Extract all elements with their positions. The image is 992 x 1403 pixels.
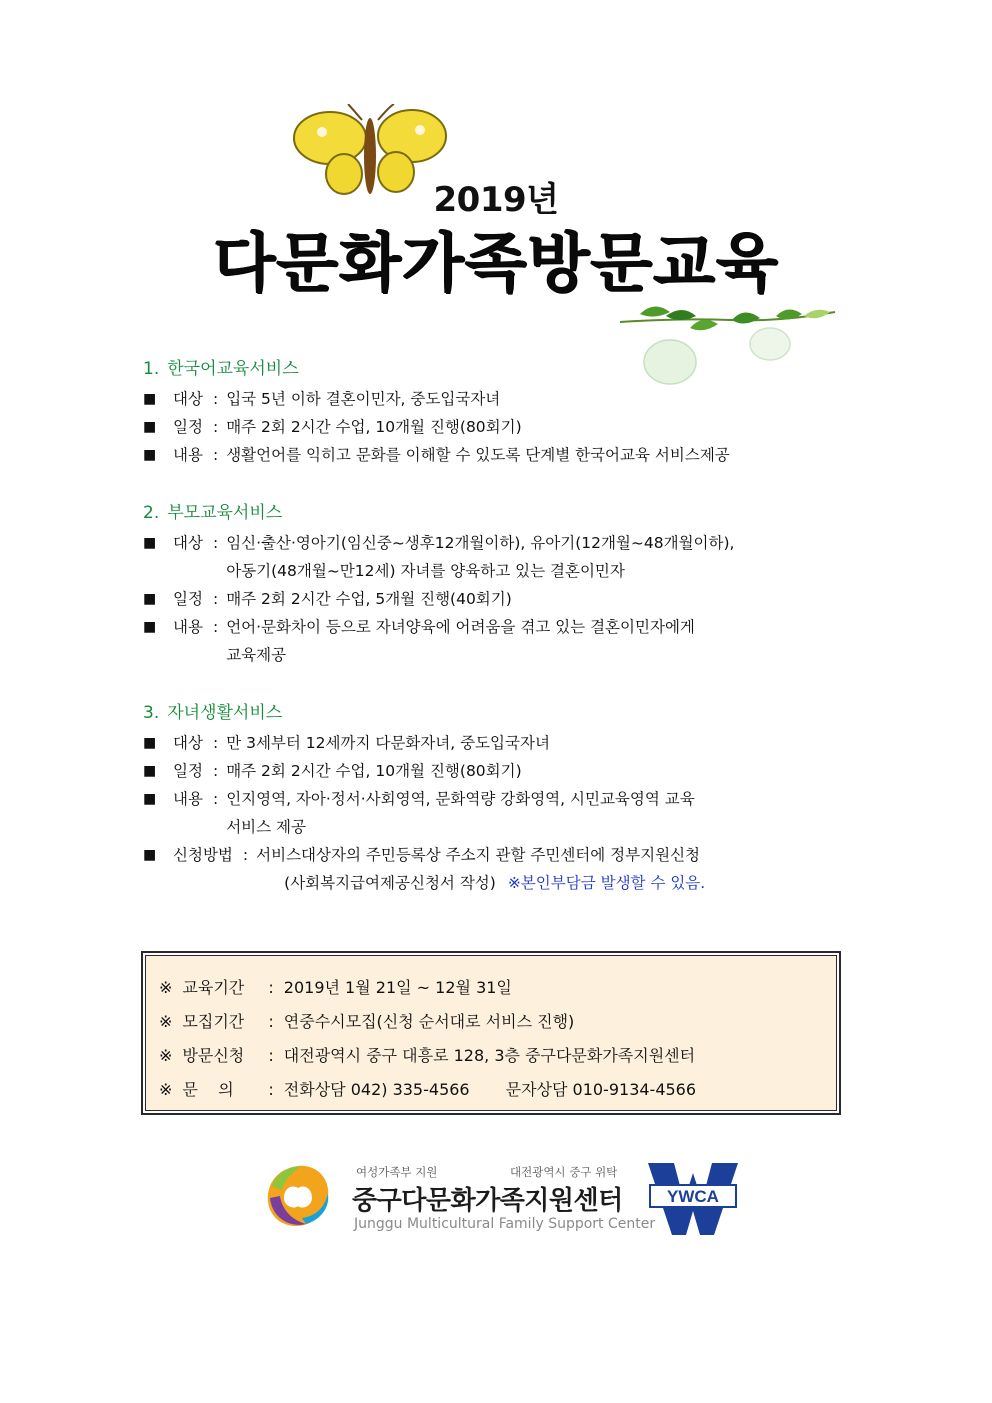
section-title: 부모교육서비스 [167,503,283,523]
page-title: 다문화가족방문교육 [213,227,779,301]
row-label: 일정 [173,590,203,608]
info-row-content: ■ 내용 : 인지영역, 자아·정서·사회영역, 문화역량 강화영역, 시민교육영역 교육 서비스 제공 [143,785,863,841]
sponsor-right: 대전광역시 중구 위탁 [510,1165,618,1179]
reference-mark-icon: ※ [159,1012,173,1031]
section-number: 2. [143,503,160,523]
row-value: 만 3세부터 12세까지 다문화자녀, 중도입국자녀 [226,734,550,752]
summary-label: 모집기간 [182,1012,245,1031]
square-bullet-icon: ■ [143,591,157,607]
section-title: 자녀생활서비스 [167,703,283,723]
info-row-schedule: ■ 일정 : 매주 2회 2시간 수업, 5개월 진행(40회기) [143,585,863,613]
row-value-line: 아동기(48개월~만12세) 자녀를 양육하고 있는 결혼이민자 [226,562,625,580]
info-row-target: ■ 대상 : 입국 5년 이하 결혼이민자, 중도입국자녀 [143,385,863,413]
summary-row-recruit: ※ 모집기간 : 연중수시모집(신청 순서대로 서비스 진행) [159,1005,823,1039]
row-value: 매주 2회 2시간 수업, 10개월 진행(80회기) [226,762,522,780]
info-row-content: ■ 내용 : 생활언어를 익히고 문화를 이해할 수 있도록 단계별 한국어교육 서비스제공 [143,441,863,469]
row-value: 입국 5년 이하 결혼이민자, 중도입국자녀 [226,390,501,408]
summary-row-contact: ※ 문 의 : 전화상담 042) 335-4566 문자상담 010-9134-4566 [159,1073,823,1107]
row-label: 대상 [173,534,203,552]
summary-value: 대전광역시 중구 대흥로 128, 3층 중구다문화가족지원센터 [283,1046,696,1065]
ywca-text: YWCA [667,1187,719,1206]
section-parent-education [143,499,863,669]
info-row-content: ■ 내용 : 언어·문화차이 등으로 자녀양육에 어려움을 겪고 있는 결혼이민자에게 교육제공 [143,613,863,669]
info-row-schedule: ■ 일정 : 매주 2회 2시간 수업, 10개월 진행(80회기) [143,413,863,441]
row-value-line: 서비스 제공 [226,818,306,836]
ywca-logo-icon [648,1163,738,1235]
square-bullet-icon: ■ [143,391,157,407]
row-label: 내용 [173,790,203,808]
square-bullet-icon: ■ [143,791,157,807]
section-number: 3. [143,703,160,723]
section-number: 1. [143,359,160,379]
section-heading [143,355,863,383]
summary-row-apply: ※ 방문신청 : 대전광역시 중구 대흥로 128, 3층 중구다문화가족지원센터 [159,1039,823,1073]
section-korean-education [143,355,863,469]
row-label: 대상 [173,390,203,408]
reference-mark-icon: ※ [159,1046,173,1065]
section-child-life [143,699,863,897]
square-bullet-icon: ■ [143,619,157,635]
row-value [226,785,863,841]
reference-mark-icon: ※ [159,978,173,997]
section-title: 한국어교육서비스 [167,359,299,379]
row-value [256,841,863,897]
row-value-line: 서비스대상자의 주민등록상 주소지 관할 주민센터에 정부지원신청 [256,846,701,864]
row-value: 매주 2회 2시간 수업, 5개월 진행(40회기) [226,590,512,608]
summary-value: 2019년 1월 21일 ~ 12월 31일 [283,978,512,997]
row-value: 매주 2회 2시간 수업, 10개월 진행(80회기) [226,418,522,436]
row-value [226,529,863,585]
row-value: 생활언어를 익히고 문화를 이해할 수 있도록 단계별 한국어교육 서비스제공 [226,446,730,464]
summary-box [141,951,841,1115]
row-value-line: 임신·출산·영아기(임신중~생후12개월이하), 유아기(12개월~48개월이하), [226,534,735,552]
summary-label: 문 의 [182,1080,234,1099]
row-label: 내용 [173,446,203,464]
center-name-en: Junggu Multicultural Family Support Center [354,1216,656,1232]
info-row-application: ■ 신청방법 : 서비스대상자의 주민등록상 주소지 관할 주민센터에 정부지원신청 (사회복지급여제공신청서 작성) ※본인부담금 발생할 수 있음. [143,841,863,897]
row-label: 대상 [173,734,203,752]
row-value-line: 언어·문화차이 등으로 자녀양육에 어려움을 겪고 있는 결혼이민자에게 [226,618,695,636]
section-heading [143,499,863,527]
year-title: 2019년 [433,180,559,220]
square-bullet-icon: ■ [143,535,157,551]
row-label: 신청방법 [173,846,233,864]
info-row-target: ■ 대상 : 임신·출산·영아기(임신중~생후12개월이하), 유아기(12개월~48개월이하), 아동기(48개월~만12세) 자녀를 양육하고 있는 결혼이민자 [143,529,863,585]
info-row-schedule: ■ 일정 : 매주 2회 2시간 수업, 10개월 진행(80회기) [143,757,863,785]
center-name: 중구다문화가족지원센터 [352,1186,623,1216]
square-bullet-icon: ■ [143,419,157,435]
row-value-line: 인지영역, 자아·정서·사회영역, 문화역량 강화영역, 시민교육영역 교육 [226,790,695,808]
row-label: 일정 [173,762,203,780]
square-bullet-icon: ■ [143,847,157,863]
row-value-line: (사회복지급여제공신청서 작성) [284,874,496,892]
sponsor-left: 여성가족부 지원 [356,1165,438,1179]
row-value [226,613,863,669]
reference-mark-icon: ※ [159,1080,173,1099]
sms-contact: 문자상담 010-9134-4566 [505,1080,697,1099]
square-bullet-icon: ■ [143,735,157,751]
section-heading [143,699,863,727]
program-list [143,355,863,927]
summary-value: 연중수시모집(신청 순서대로 서비스 진행) [283,1012,575,1031]
square-bullet-icon: ■ [143,763,157,779]
center-logo-icon [262,1160,334,1232]
row-value-line: 교육제공 [226,646,287,664]
summary-row-period: ※ 교육기간 : 2019년 1월 21일 ~ 12월 31일 [159,971,823,1005]
summary-label: 교육기간 [182,978,245,997]
square-bullet-icon: ■ [143,447,157,463]
row-label: 내용 [173,618,203,636]
cost-note: ※본인부담금 발생할 수 있음. [507,874,706,892]
phone-contact: 전화상담 042) 335-4566 [283,1080,470,1099]
summary-label: 방문신청 [182,1046,245,1065]
info-row-target: ■ 대상 : 만 3세부터 12세까지 다문화자녀, 중도입국자녀 [143,729,863,757]
row-label: 일정 [173,418,203,436]
